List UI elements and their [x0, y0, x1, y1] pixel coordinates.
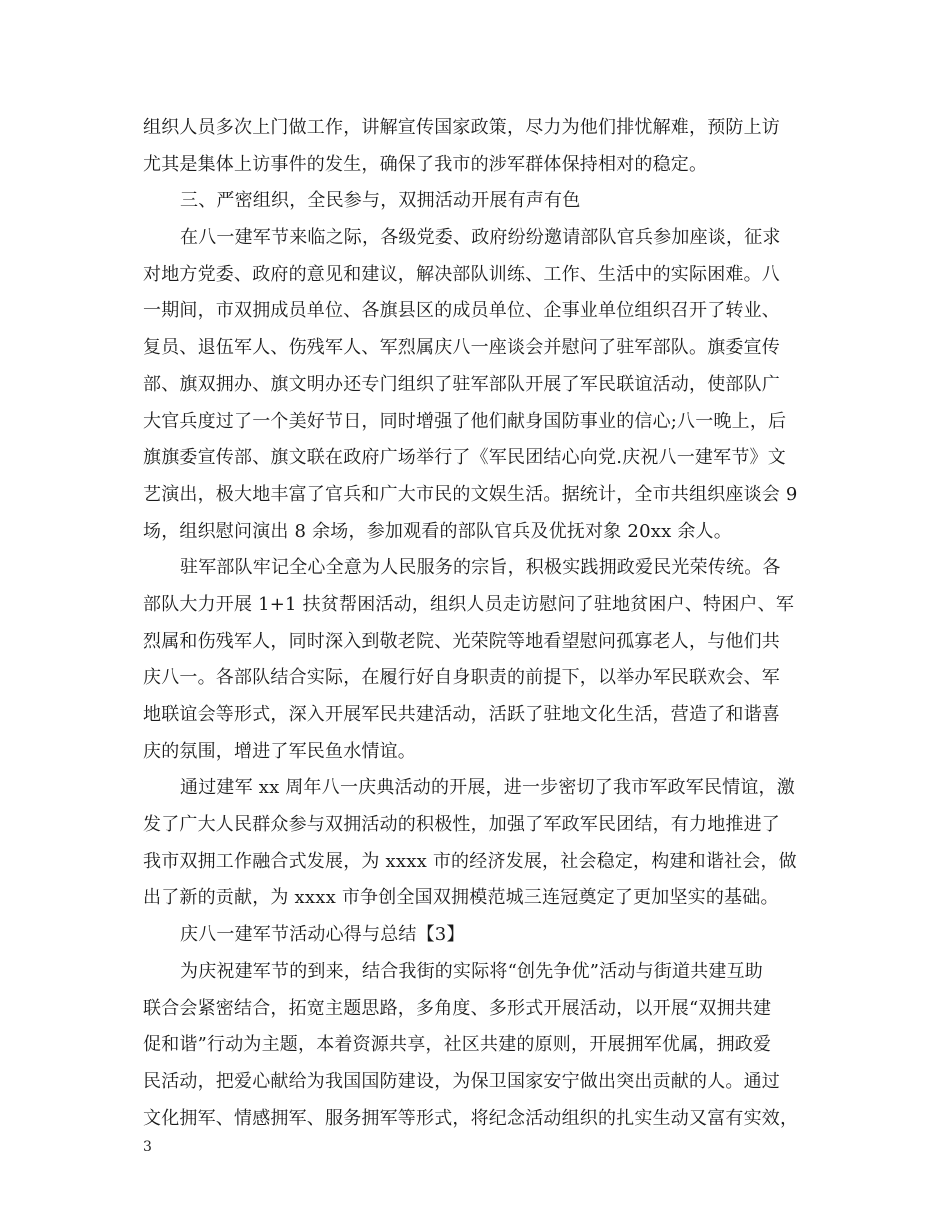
text-line: 组织人员多次上门做工作，讲解宣传国家政策，尽力为他们排忧解难，预防上访 [143, 117, 780, 138]
text-line: 对地方党委、政府的意见和建议，解决部队训练、工作、生活中的实际困难。八 [143, 263, 780, 285]
text-line: 尤其是集体上访事件的发生，确保了我市的涉军群体保持相对的稳定。 [143, 153, 708, 175]
text-line: 出了新的贡献，为 xxxx 市争创全国双拥模范城三连冠奠定了更加坚实的基础。 [143, 887, 779, 909]
page-number: 3 [143, 1139, 152, 1155]
text-line: 文化拥军、情感拥军、服务拥军等形式，将纪念活动组织的扎实生动又富有实效， [143, 1107, 799, 1129]
text-line: 促和谐”行动为主题，本着资源共享，社区共建的原则，开展拥军优属，拥政爱 [143, 1034, 772, 1056]
text-line: 地联谊会等形式，深入开展军民共建活动，活跃了驻地文化生活，营造了和谐喜 [143, 704, 780, 725]
text-line: 在八一建军节来临之际，各级党委、政府纷纷邀请部队官兵参加座谈，征求 [180, 227, 781, 249]
text-line: 联合会紧密结合，拓宽主题思路，多角度、多形式开展活动，以开展“双拥共建 [143, 997, 772, 1019]
text-line: 烈属和伤残军人，同时深入到敬老院、光荣院等地看望慰问孤寡老人，与他们共 [143, 630, 780, 652]
text-line: 我市双拥工作融合式发展，为 xxxx 市的经济发展，社会稳定，构建和谐社会，做 [143, 850, 797, 872]
text-line: 艺演出，极大地丰富了官兵和广大市民的文娱生活。据统计，全市共组织座谈会 9 [143, 483, 798, 505]
text-line: 通过建军 xx 周年八一庆典活动的开展，进一步密切了我市军政军民情谊，激 [180, 777, 795, 799]
text-line: 庆的氛围，增进了军民鱼水情谊。 [143, 740, 416, 762]
text-line: 一期间，市双拥成员单位、各旗县区的成员单位、企事业单位组织召开了转业、 [143, 300, 780, 322]
text-line: 部队大力开展 1+1 扶贫帮困活动，组织人员走访慰问了驻地贫困户、特困户、军 [143, 593, 795, 615]
text-line: 旗旗委宣传部、旗文联在政府广场举行了《军民团结心向党.庆祝八一建军节》文 [143, 447, 786, 469]
text-line: 为庆祝建军节的到来，结合我街的实际将“创先争优”活动与街道共建互助 [180, 960, 764, 982]
text-line: 大官兵度过了一个美好节日，同时增强了他们献身国防事业的信心;八一晚上，后 [143, 410, 787, 432]
document-body [143, 110, 823, 1137]
text-line: 三、严密组织，全民参与，双拥活动开展有声有色 [180, 190, 581, 212]
text-line: 发了广大人民群众参与双拥活动的积极性，加强了军政军民团结，有力地推进了 [143, 814, 780, 836]
text-line: 复员、退伍军人、伤残军人、军烈属庆八一座谈会并慰问了驻军部队。旗委宣传 [143, 337, 780, 359]
text-line: 驻军部队牢记全心全意为人民服务的宗旨，积极实践拥政爱民光荣传统。各 [180, 557, 781, 579]
text-line: 庆八一。各部队结合实际，在履行好自身职责的前提下，以举办军民联欢会、军 [143, 667, 780, 689]
text-line: 民活动，把爱心献给为我国国防建设，为保卫国家安宁做出突出贡献的人。通过 [143, 1070, 780, 1092]
text-line: 部、旗双拥办、旗文明办还专门组织了驻军部队开展了军民联谊活动，使部队广 [143, 373, 780, 395]
text-line: 场，组织慰问演出 8 余场，参加观看的部队官兵及优抚对象 20xx 余人。 [143, 520, 732, 542]
text-line: 庆八一建军节活动心得与总结【3】 [180, 924, 465, 946]
